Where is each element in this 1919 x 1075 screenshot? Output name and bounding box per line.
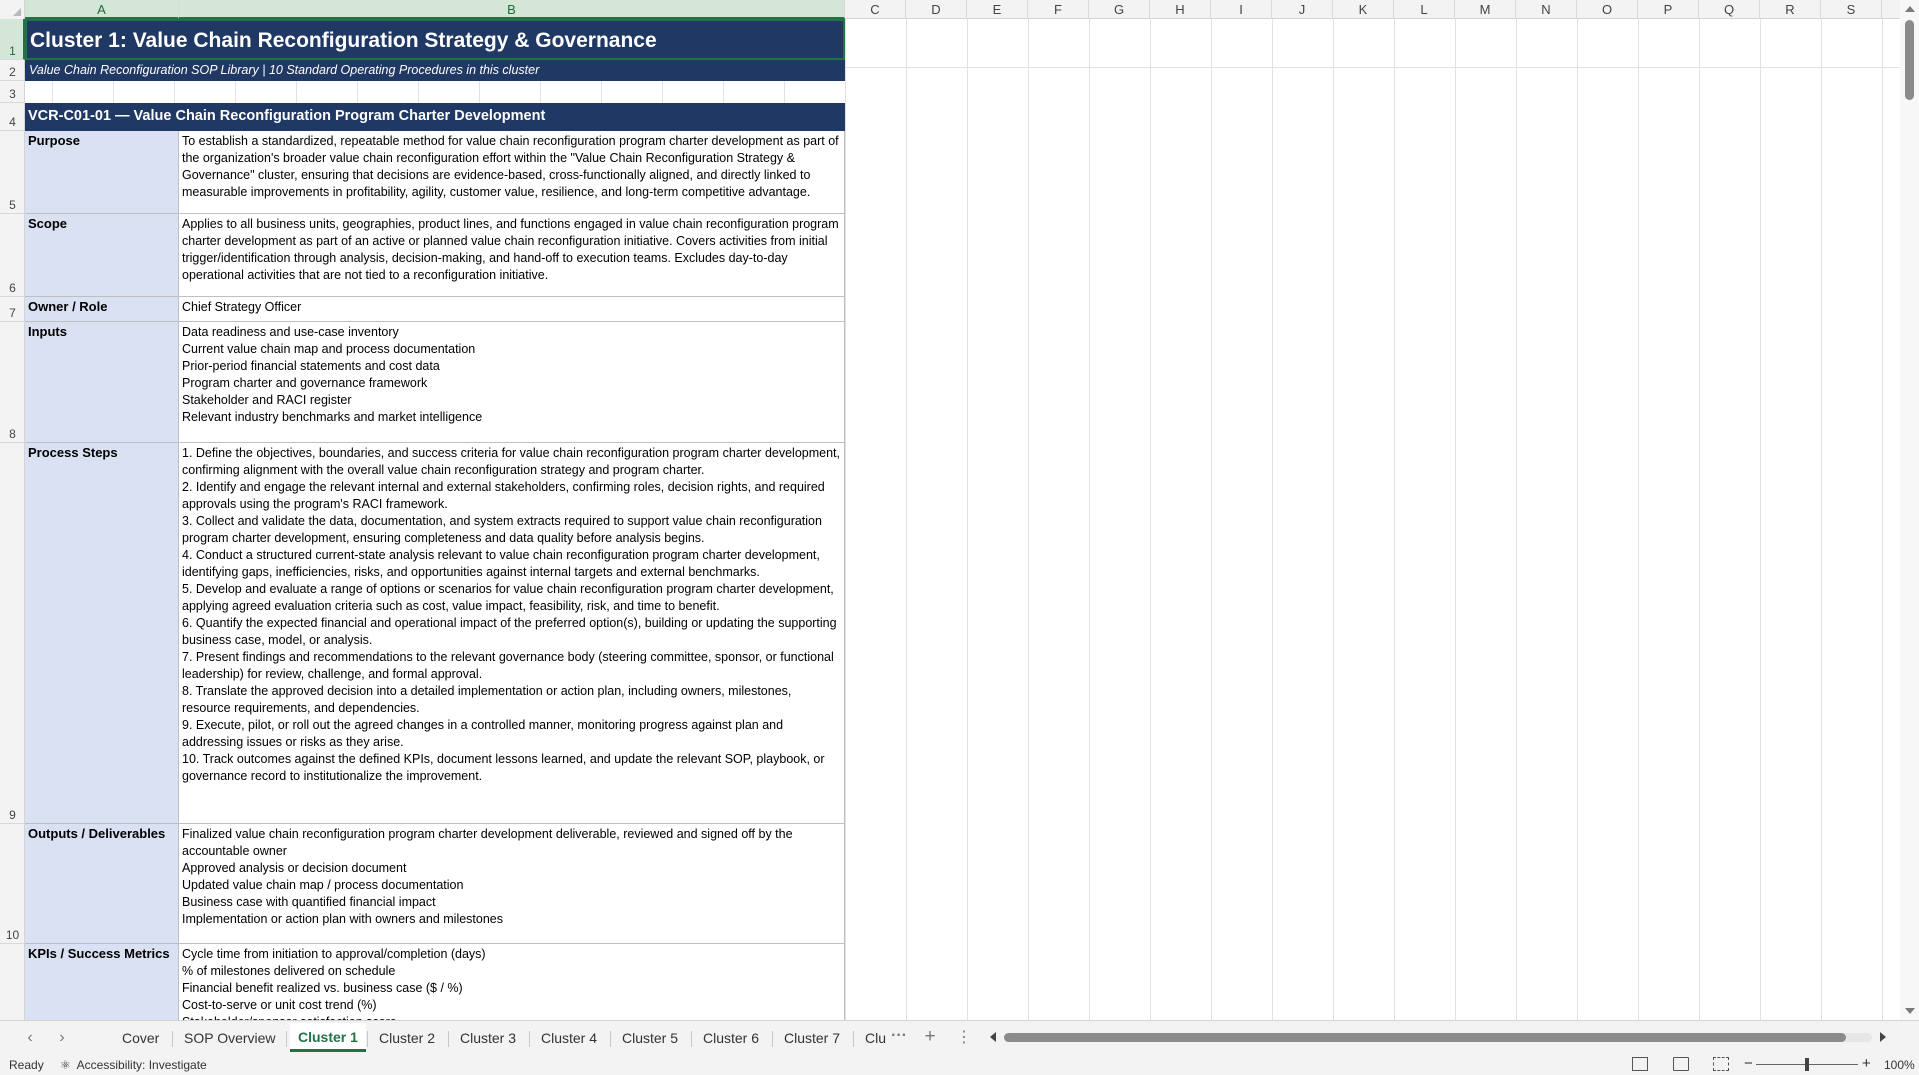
row-number: 6 <box>9 281 16 295</box>
sop-header-cell[interactable]: VCR-C01-01 — Value Chain Reconfiguration Program Charter Development <box>25 103 845 131</box>
row-header[interactable] <box>0 297 25 322</box>
field-value-line: Business case with quantified financial impact <box>182 895 436 909</box>
scroll-right-icon[interactable] <box>1880 1032 1886 1042</box>
row-header[interactable] <box>0 214 25 297</box>
tab-separator <box>286 1031 287 1047</box>
page-layout-view-icon[interactable] <box>1673 1057 1689 1071</box>
column-header[interactable]: G <box>1089 0 1150 19</box>
row-header[interactable] <box>0 443 25 824</box>
field-label[interactable]: Purpose <box>25 131 179 214</box>
sheet-tab[interactable]: Cluster 3 <box>460 1030 517 1046</box>
field-value-line: Program charter and governance framework <box>182 376 428 390</box>
column-header[interactable]: I <box>1211 0 1272 19</box>
sheet-tab[interactable]: Cluster 1 <box>290 1023 366 1052</box>
column-header[interactable]: M <box>1455 0 1516 19</box>
field-value-line: 7. Present findings and recommendations to the relevant governance body (steering committee, sponsor, or functional leadership) for review, challenge, and formal approval. <box>182 650 834 681</box>
field-value-line: Applies to all business units, geographies, product lines, and functions engaged in value chain reconfiguration program charter development as part of an active or planned value chain reconfiguration initiative. Covers activities from initial trigger/identification through analysis, decision-making, and hand-off to execution teams. Excludes day-to-day operational activities that are not tied to a reconfiguration initiative. <box>182 217 839 282</box>
row-number: 3 <box>9 87 16 101</box>
tab-separator <box>172 1031 173 1047</box>
sheet-tab-bar <box>0 1020 1919 1054</box>
field-value-line: Financial benefit realized vs. business case ($ / %) <box>182 981 463 995</box>
field-label[interactable]: Scope <box>25 214 179 297</box>
column-header[interactable]: Q <box>1699 0 1760 19</box>
column-header[interactable]: O <box>1577 0 1638 19</box>
field-value[interactable] <box>179 824 845 944</box>
field-value-line: Prior-period financial statements and cost data <box>182 359 440 373</box>
row-number: 2 <box>9 65 16 79</box>
next-sheet-icon[interactable]: › <box>59 1029 65 1046</box>
field-value-line: 10. Track outcomes against the defined KPIs, document lessons learned, and update the relevant SOP, playbook, or governance record to institutionalize the improvement. <box>182 752 825 783</box>
field-label[interactable]: Owner / Role <box>25 297 179 322</box>
column-header-bar <box>0 0 1900 19</box>
zoom-slider-thumb[interactable] <box>1805 1058 1809 1071</box>
column-header[interactable]: S <box>1821 0 1882 19</box>
column-header[interactable]: L <box>1394 0 1455 19</box>
field-value-line: Cycle time from initiation to approval/completion (days) <box>182 947 486 961</box>
row-number: 10 <box>5 928 20 942</box>
field-value-line: Stakeholder and RACI register <box>182 393 352 407</box>
tab-separator <box>772 1031 773 1047</box>
column-header[interactable]: F <box>1028 0 1089 19</box>
normal-view-icon[interactable] <box>1632 1057 1648 1071</box>
column-header[interactable]: D <box>906 0 967 19</box>
column-header[interactable]: B <box>179 0 845 19</box>
add-sheet-icon[interactable]: + <box>924 1026 936 1047</box>
horizontal-scroll-thumb[interactable] <box>1004 1033 1846 1042</box>
sheet-tab[interactable]: Cluster 7 <box>784 1030 841 1046</box>
scroll-left-icon[interactable] <box>990 1032 996 1042</box>
column-header[interactable]: E <box>967 0 1028 19</box>
tab-separator <box>610 1031 611 1047</box>
field-value-line: 2. Identify and engage the relevant internal and external stakeholders, confirming roles, decision rights, and required approvals using the program's RACI framework. <box>182 480 825 511</box>
prev-sheet-icon[interactable]: ‹ <box>27 1029 33 1046</box>
field-value[interactable] <box>179 297 845 322</box>
row-number: 9 <box>9 808 16 822</box>
tab-separator <box>448 1031 449 1047</box>
field-value-line: 6. Quantify the expected financial and operational impact of the preferred option(s), building or updating the supporting business case, model, or analysis. <box>182 616 837 647</box>
field-value-line: Current value chain map and process documentation <box>182 342 476 356</box>
field-value-line: Approved analysis or decision document <box>182 861 407 875</box>
scroll-down-icon[interactable] <box>1905 1008 1915 1014</box>
row-header[interactable] <box>0 81 25 103</box>
field-value-line: 5. Develop and evaluate a range of options or scenarios for value chain reconfiguration program charter development, applying agreed evaluation criteria such as cost, value impact, feasibility, risk, and time to benefit. <box>182 582 834 613</box>
row-header[interactable] <box>0 131 25 214</box>
tab-separator <box>367 1031 368 1047</box>
worksheet-grid[interactable] <box>25 19 1900 1020</box>
row-header[interactable] <box>0 103 25 131</box>
row-header[interactable] <box>0 60 25 81</box>
column-header[interactable]: A <box>25 0 179 19</box>
scroll-up-icon[interactable] <box>1905 6 1915 12</box>
row-number: 7 <box>9 306 16 320</box>
row-number: 1 <box>9 44 16 58</box>
column-header[interactable]: C <box>845 0 906 19</box>
row-header[interactable] <box>0 19 25 60</box>
field-value[interactable] <box>179 214 845 297</box>
field-value-line: Relevant industry benchmarks and market intelligence <box>182 410 483 424</box>
row-header[interactable] <box>0 322 25 443</box>
field-value-line: 8. Translate the approved decision into a detailed implementation or action plan, including owners, milestones, resource requirements, and dependencies. <box>182 684 792 715</box>
tab-separator <box>529 1031 530 1047</box>
zoom-in-icon[interactable]: + <box>1862 1055 1871 1072</box>
field-value[interactable] <box>179 131 845 214</box>
zoom-level[interactable]: 100% <box>1884 1058 1915 1072</box>
row-header-bar <box>0 19 25 1020</box>
field-value[interactable] <box>179 443 845 824</box>
sheet-tab[interactable]: Cluster 4 <box>541 1030 598 1046</box>
page-break-view-icon[interactable] <box>1713 1057 1729 1071</box>
field-label[interactable]: Outputs / Deliverables <box>25 824 179 944</box>
column-header[interactable]: R <box>1760 0 1821 19</box>
status-bar <box>0 1054 1919 1075</box>
sheet-tab[interactable]: SOP Overview <box>184 1030 276 1046</box>
accessibility-label: Accessibility: Investigate <box>76 1058 207 1072</box>
row-header[interactable] <box>0 824 25 944</box>
field-value-line: To establish a standardized, repeatable method for value chain reconfiguration program charter development as part of the organization's broader value chain reconfiguration effort within the "Value Chain Reconfiguration Strategy & Governance" cluster, ensuring that decisions are evidence-based, cross-functionally aligned, and directly linked to measurable improvements in profitability, agility, customer value, resilience, and long-term competitive advantage. <box>182 134 839 199</box>
sheet-tab[interactable]: Cover <box>122 1030 160 1046</box>
accessibility-icon: ⚛ <box>60 1058 71 1072</box>
sheet-tab[interactable]: Cluster 2 <box>379 1030 436 1046</box>
field-value-line: Implementation or action plan with owners and milestones <box>182 912 504 926</box>
column-header[interactable]: K <box>1333 0 1394 19</box>
field-value-line: Cost-to-serve or unit cost trend (%) <box>182 998 377 1012</box>
field-label[interactable]: KPIs / Success Metrics <box>25 944 179 1034</box>
row-number: 5 <box>9 198 16 212</box>
field-value-line: 3. Collect and validate the data, documentation, and system extracts required to support value chain reconfiguration program charter development, ensuring completeness and data quality before analysis begins. <box>182 514 822 545</box>
tab-options-icon[interactable]: ⋮ <box>956 1029 972 1046</box>
tab-separator <box>853 1031 854 1047</box>
field-value-line: Data readiness and use-case inventory <box>182 325 399 339</box>
sheet-tab[interactable]: Cluster 6 <box>703 1030 760 1046</box>
accessibility-checker[interactable] <box>60 1058 207 1072</box>
field-label[interactable]: Process Steps <box>25 443 179 824</box>
field-value-line: Finalized value chain reconfiguration program charter development deliverable, reviewed and signed off by the accountable owner <box>182 827 793 858</box>
field-value-line: 4. Conduct a structured current-state analysis relevant to value chain reconfiguration program charter development, identifying gaps, inefficiencies, risks, and opportunities against internal targets and external benchmarks. <box>182 548 820 579</box>
field-label[interactable]: Inputs <box>25 322 179 443</box>
sheet-tab[interactable]: Clu <box>865 1030 887 1046</box>
row-number: 4 <box>9 115 16 129</box>
sheet-tab[interactable]: Cluster 5 <box>622 1030 679 1046</box>
sheet-subtitle-cell[interactable]: Value Chain Reconfiguration SOP Library | 10 Standard Operating Procedures in this cluster <box>25 60 845 81</box>
vertical-scrollbar[interactable] <box>1900 0 1919 1020</box>
field-value[interactable] <box>179 322 845 443</box>
tab-separator <box>691 1031 692 1047</box>
row-number: 8 <box>9 427 16 441</box>
horizontal-scrollbar[interactable] <box>988 1029 1888 1045</box>
column-header[interactable]: P <box>1638 0 1699 19</box>
field-value-line: 1. Define the objectives, boundaries, and success criteria for value chain reconfiguration program charter development, confirming alignment with the overall value chain reconfiguration strategy and program charter. <box>182 446 840 477</box>
status-ready: Ready <box>9 1058 44 1072</box>
sheet-title-cell[interactable]: Cluster 1: Value Chain Reconfiguration Strategy & Governance <box>25 19 845 60</box>
select-all-corner[interactable] <box>0 0 25 19</box>
zoom-out-icon[interactable]: − <box>1744 1055 1753 1072</box>
vertical-scroll-thumb[interactable] <box>1905 20 1914 100</box>
field-value-line: Chief Strategy Officer <box>182 300 302 314</box>
field-value-line: % of milestones delivered on schedule <box>182 964 396 978</box>
column-header[interactable]: J <box>1272 0 1333 19</box>
more-sheets-icon[interactable]: ··· <box>891 1027 907 1044</box>
column-header[interactable]: N <box>1516 0 1577 19</box>
field-value-line: Updated value chain map / process documentation <box>182 878 464 892</box>
field-value-line: 9. Execute, pilot, or roll out the agreed changes in a controlled manner, monitoring progress against plan and addressing issues or risks as they arise. <box>182 718 784 749</box>
column-header[interactable]: H <box>1150 0 1211 19</box>
